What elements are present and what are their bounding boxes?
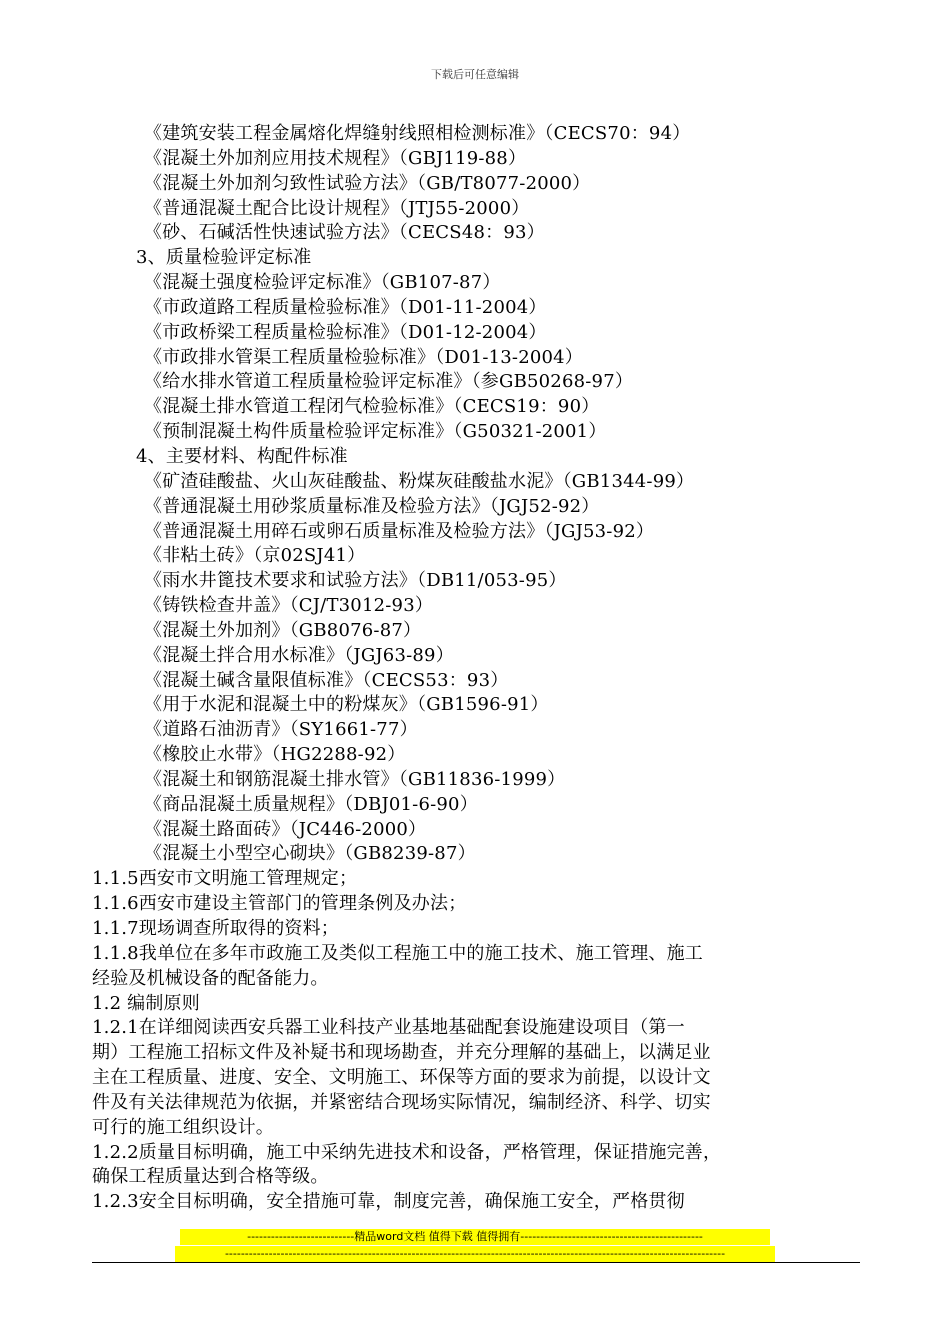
paragraph-line: 主在工程质量、进度、安全、文明施工、环保等方面的要求为前提，以设计文 <box>92 1067 711 1089</box>
standard-item: 《混凝土拌合用水标准》（JGJ63-89） <box>144 644 454 666</box>
standard-item: 《普通混凝土配合比设计规程》（JTJ55-2000） <box>144 197 530 219</box>
standard-item: 《非粘土砖》（京02SJ41） <box>144 545 366 567</box>
standard-item: 《给水排水管道工程质量检验评定标准》（参GB50268-97） <box>144 371 634 393</box>
standard-item: 《混凝土强度检验评定标准》（GB107-87） <box>144 272 501 294</box>
footer-rule <box>92 1262 860 1263</box>
section-heading: 3、质量检验评定标准 <box>136 247 312 269</box>
standard-item: 《混凝土碱含量限值标准》（CECS53：93） <box>144 669 509 691</box>
standard-item: 《橡胶止水带》（HG2288-92） <box>144 744 406 766</box>
standard-item: 《混凝土外加剂》（GB8076-87） <box>144 619 422 641</box>
standard-item: 《建筑安装工程金属熔化焊缝射线照相检测标准》（CECS70：94） <box>144 123 691 144</box>
standard-item: 《混凝土外加剂应用技术规程》（GBJ119-88） <box>144 147 527 169</box>
paragraph-line: 确保工程质量达到合格等级。 <box>92 1166 329 1188</box>
standard-item: 《矿渣硅酸盐、火山灰硅酸盐、粉煤灰硅酸盐水泥》（GB1344-99） <box>144 470 695 492</box>
document-body <box>92 122 860 1215</box>
paragraph-line: 1.2.2质量目标明确，施工中采纳先进技术和设备，严格管理，保证措施完善， <box>92 1141 722 1163</box>
standard-item: 《混凝土小型空心砌块》（GB8239-87） <box>144 843 476 865</box>
page-footer <box>0 1229 950 1262</box>
paragraph-line: 1.1.6西安市建设主管部门的管理条例及办法； <box>92 893 467 915</box>
footer-dash-line: ------------------------------------------------------------------------------------------------------------------------------ <box>175 1246 775 1262</box>
standard-item: 《砂、石碱活性快速试验方法》（CECS48：93） <box>144 222 545 244</box>
standard-item: 《混凝土排水管道工程闭气检验标准》（CECS19：90） <box>144 396 600 418</box>
standard-item: 《市政排水管渠工程质量检验标准》（D01-13-2004） <box>144 346 584 368</box>
standard-item: 《普通混凝土用碎石或卵石质量标准及检验方法》（JGJ53-92） <box>144 520 655 542</box>
standard-item: 《普通混凝土用砂浆质量标准及检验方法》（JGJ52-92） <box>144 495 600 517</box>
paragraph-line: 可行的施工组织设计。 <box>92 1116 274 1138</box>
standard-item: 《雨水井篦技术要求和试验方法》（DB11/053-95） <box>144 570 567 592</box>
paragraph-line: 经验及机械设备的配备能力。 <box>92 967 329 989</box>
standard-item: 《预制混凝土构件质量检验评定标准》（G50321-2001） <box>144 421 607 443</box>
page-header: 下载后可任意编辑 <box>431 68 519 81</box>
standard-item: 《市政道路工程质量检验标准》（D01-11-2004） <box>144 296 547 318</box>
paragraph-line: 期）工程施工招标文件及补疑书和现场勘查，并充分理解的基础上，以满足业 <box>92 1042 711 1064</box>
standard-item: 《混凝土外加剂匀致性试验方法》（GB/T8077-2000） <box>144 172 591 194</box>
paragraph-line: 1.2.1在详细阅读西安兵器工业科技产业基地基础配套设施建设项目（第一 <box>92 1017 685 1039</box>
standard-item: 《市政桥梁工程质量检验标准》（D01-12-2004） <box>144 321 547 343</box>
standard-item: 《混凝土和钢筋混凝土排水管》（GB11836-1999） <box>144 768 566 790</box>
paragraph-line: 1.1.8我单位在多年市政施工及类似工程施工中的施工技术、施工管理、施工 <box>92 942 703 964</box>
standard-item: 《用于水泥和混凝土中的粉煤灰》（GB1596-91） <box>144 694 549 716</box>
standard-item: 《铸铁检查井盖》（CJ/T3012-93） <box>144 595 434 617</box>
paragraph-line: 1.2.3安全目标明确，安全措施可靠，制度完善，确保施工安全，严格贯彻 <box>92 1191 685 1213</box>
paragraph-line: 1.1.5西安市文明施工管理规定； <box>92 868 358 890</box>
paragraph-line: 1.2 编制原则 <box>92 992 200 1014</box>
section-heading: 4、主要材料、构配件标准 <box>136 445 348 467</box>
footer-ad-line: ---------------------------精品word文档 值得下载 值得拥有---------------------------------------------- <box>180 1229 770 1245</box>
paragraph-line: 件及有关法律规范为依据，并紧密结合现场实际情况，编制经济、科学、切实 <box>92 1091 711 1113</box>
standard-item: 《道路石油沥青》（SY1661-77） <box>144 719 418 741</box>
standard-item: 《混凝土路面砖》（JC446-2000） <box>144 818 427 840</box>
paragraph-line: 1.1.7现场调查所取得的资料； <box>92 918 339 939</box>
standard-item: 《商品混凝土质量规程》（DBJ01-6-90） <box>144 793 478 815</box>
